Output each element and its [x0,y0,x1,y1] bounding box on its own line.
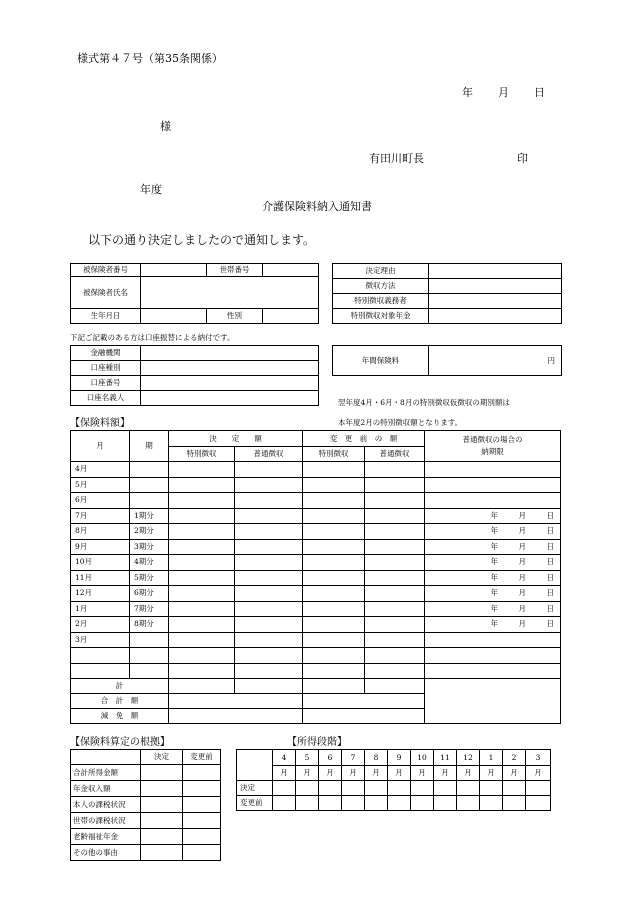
premium-due-date [425,508,561,524]
due-month: 月 [518,557,526,567]
premium-period [130,632,169,648]
premium-amount-cell [169,663,235,679]
tier-month-suffix: 月 [273,766,296,781]
tier-cell [388,796,411,811]
due-day: 日 [546,526,554,536]
premium-period: 1期分 [130,508,169,524]
premium-amount-cell [235,648,303,664]
premium-subtotal-cell [303,679,365,694]
premium-month: 8月 [71,524,130,540]
premium-amount-cell [365,617,425,633]
due-year: 年 [490,572,498,582]
premium-amount-cell [169,493,235,509]
premium-amount-cell [365,493,425,509]
tier-cell [319,781,342,796]
premium-amount-cell [365,508,425,524]
premium-amount-cell [169,539,235,555]
household-number-value [263,264,319,277]
premium-amount-cell [365,632,425,648]
premium-due-date [425,524,561,540]
tier-cell [480,796,503,811]
premium-due-date [425,462,561,478]
date-line [462,84,545,100]
premium-amount-cell [303,508,365,524]
due-day: 日 [546,572,554,582]
tier-month-suffix: 月 [342,766,365,781]
premium-amount-cell [235,462,303,478]
account-holder-value [141,391,319,406]
premium-amount-cell [169,524,235,540]
tier-corner [237,750,273,781]
due-year: 年 [490,588,498,598]
date-day: 日 [534,86,545,99]
premium-subtotal-label: 計 [71,679,169,694]
issuer: 有田川町長 [369,152,424,165]
insured-number-label: 被保険者番号 [71,264,141,277]
premium-period: 2期分 [130,524,169,540]
due-year: 年 [490,526,498,536]
col-period-header: 期 [130,431,169,462]
col-ordinary-header [425,431,561,462]
tier-cell [503,781,526,796]
due-day: 日 [546,588,554,598]
institution-value [141,346,319,361]
tier-month-number: 8 [365,750,388,766]
premium-amount-cell [235,586,303,602]
premium-row [71,586,561,602]
tier-month-suffix: 月 [388,766,411,781]
collection-method-label: 徴収方法 [333,279,429,294]
premium-section-title: 【保険料額】 [70,418,130,429]
due-year: 年 [490,510,498,520]
premium-amount-cell [235,601,303,617]
premium-amount-cell [169,648,235,664]
premium-due-date [425,493,561,509]
basis-before-cell [183,797,221,813]
tier-cell [434,796,457,811]
insured-name-value [141,277,319,309]
premium-month: 6月 [71,493,130,509]
col-changed-header: 変 更 前 の 額 [303,431,425,447]
sub-decided-ordinary: 普通徴収 [235,447,303,462]
date-year: 年 [462,86,473,99]
premium-month: 3月 [71,632,130,648]
tier-month-suffix: 月 [526,766,551,781]
due-day: 日 [546,557,554,567]
premium-due-date [425,601,561,617]
annual-premium-unit: 円 [429,346,562,376]
premium-row [71,601,561,617]
premium-amount-cell [365,524,425,540]
decision-reason-label: 決定理由 [333,264,429,279]
premium-period [130,663,169,679]
insured-name-label: 被保険者氏名 [71,277,141,309]
basis-row-label: 世帯の課税状況 [71,813,141,829]
premium-amount-cell [365,663,425,679]
household-number-label: 世帯番号 [207,264,263,277]
tier-month-number: 6 [319,750,342,766]
premium-subtotal-cell [235,679,303,694]
account-table [70,345,319,406]
premium-amount-cell [365,477,425,493]
sub-changed-special: 特別徴収 [303,447,365,462]
special-note-2: 本年度2月の特別徴収額となります。 [338,418,463,427]
premium-due-date [425,632,561,648]
premium-amount-cell [235,524,303,540]
basis-row-label: 老齢福祉年金 [71,829,141,845]
basis-row-label: その他の事由 [71,845,141,861]
tier-month-suffix: 月 [434,766,457,781]
premium-month: 11月 [71,570,130,586]
gender-label: 性別 [207,309,263,324]
special-note-1: 翌年度4月・6月・8月の特別徴収仮徴収の期別額は [338,398,510,407]
tier-month-number: 3 [526,750,551,766]
premium-amount-cell [303,617,365,633]
premium-row [71,493,561,509]
tier-row-decided: 決定 [237,781,273,796]
tier-cell [434,781,457,796]
due-month: 月 [518,572,526,582]
sub-decided-special: 特別徴収 [169,447,235,462]
premium-row [71,524,561,540]
premium-row [71,663,561,679]
premium-total-changed [303,694,425,709]
annual-premium-table [332,345,562,376]
premium-amount-cell [303,632,365,648]
tier-month-suffix: 月 [296,766,319,781]
tier-cell [388,781,411,796]
tier-month-number: 10 [411,750,434,766]
premium-due-date [425,663,561,679]
premium-reduction-decided [169,709,303,724]
premium-due-date [425,539,561,555]
premium-amount-cell [303,555,365,571]
premium-period [130,493,169,509]
col-ordinary-header-line1: 普通徴収の場合の [462,435,523,445]
due-month: 月 [518,603,526,613]
tier-month-number: 5 [296,750,319,766]
premium-row [71,555,561,571]
col-ordinary-header-line2: 納期限 [481,447,504,456]
basis-decided-cell [141,797,183,813]
premium-amount-cell [169,477,235,493]
account-type-value [141,361,319,376]
intro-text: 以下の通り決定しましたので通知します。 [88,233,316,247]
basis-decided-cell [141,813,183,829]
premium-amount-cell [303,586,365,602]
premium-amount-cell [365,586,425,602]
premium-amount-cell [303,648,365,664]
tier-cell [411,796,434,811]
premium-amount-cell [169,632,235,648]
basis-col-before: 変更前 [183,750,221,765]
premium-amount-cell [303,663,365,679]
premium-amount-cell [303,524,365,540]
due-month: 月 [518,588,526,598]
due-month: 月 [518,619,526,629]
premium-row [71,462,561,478]
tier-month-suffix: 月 [319,766,342,781]
premium-summary-blank [425,679,561,724]
due-year: 年 [490,541,498,551]
premium-period: 6期分 [130,586,169,602]
collection-method-value [429,279,562,294]
premium-row [71,508,561,524]
tier-cell [273,796,296,811]
premium-month: 4月 [71,462,130,478]
basis-decided-cell [141,765,183,781]
premium-period: 7期分 [130,601,169,617]
due-day: 日 [546,510,554,520]
due-day: 日 [546,541,554,551]
basis-decided-cell [141,781,183,797]
decision-reason-value [429,264,562,279]
seal: 印 [517,152,528,165]
premium-amount-cell [235,508,303,524]
tier-month-number: 12 [457,750,480,766]
premium-month: 12月 [71,586,130,602]
document-title: 介護保険料納入通知書 [262,200,372,213]
basis-before-cell [183,765,221,781]
due-year: 年 [490,557,498,567]
tier-cell [526,781,551,796]
tier-month-number: 2 [503,750,526,766]
due-month: 月 [518,510,526,520]
tier-month-suffix: 月 [480,766,503,781]
premium-amount-cell [303,570,365,586]
premium-amount-cell [169,617,235,633]
premium-month: 5月 [71,477,130,493]
special-obligor-value [429,294,562,309]
premium-amount-cell [235,570,303,586]
institution-label: 金融機関 [71,346,141,361]
premium-due-date [425,586,561,602]
tier-cell [319,796,342,811]
special-pension-value [429,309,562,324]
account-holder-label: 口座名義人 [71,391,141,406]
tier-cell [503,796,526,811]
premium-amount-cell [365,648,425,664]
premium-subtotal-cell [365,679,425,694]
sub-changed-ordinary: 普通徴収 [365,447,425,462]
basis-section-title: 【保険料算定の根拠】 [70,737,170,748]
basis-decided-cell [141,829,183,845]
date-month: 月 [498,86,509,99]
premium-row [71,648,561,664]
addressee-suffix: 様 [160,120,171,133]
basis-corner [71,750,141,765]
basis-row-label: 年金収入額 [71,781,141,797]
premium-due-date [425,555,561,571]
basis-before-cell [183,829,221,845]
tier-month-number: 7 [342,750,365,766]
premium-due-date [425,648,561,664]
premium-row [71,477,561,493]
premium-period [130,648,169,664]
premium-period: 5期分 [130,570,169,586]
tier-cell [365,796,388,811]
premium-due-date [425,477,561,493]
tier-cell [296,796,319,811]
basis-before-cell [183,845,221,861]
premium-amount-cell [303,601,365,617]
premium-amount-cell [365,570,425,586]
premium-amount-cell [169,570,235,586]
premium-amount-cell [235,555,303,571]
premium-amount-cell [235,493,303,509]
premium-total-decided [169,694,303,709]
premium-amount-cell [235,617,303,633]
tier-table [236,749,551,811]
premium-row [71,617,561,633]
premium-month [71,663,130,679]
tier-month-number: 11 [434,750,457,766]
premium-row [71,632,561,648]
fiscal-year-label: 年度 [140,183,162,196]
premium-month: 10月 [71,555,130,571]
tier-month-number: 9 [388,750,411,766]
col-month-header: 月 [71,431,130,462]
premium-month [71,648,130,664]
col-decided-header: 決 定 額 [169,431,303,447]
premium-row [71,570,561,586]
premium-due-date [425,617,561,633]
premium-period: 4期分 [130,555,169,571]
premium-amount-cell [365,601,425,617]
insured-table [70,263,319,324]
tier-month-number: 1 [480,750,503,766]
due-month: 月 [518,541,526,551]
tier-row-before: 変更前 [237,796,273,811]
basis-row-label: 本人の課税状況 [71,797,141,813]
premium-period: 8期分 [130,617,169,633]
tier-cell [296,781,319,796]
premium-amount-cell [303,477,365,493]
gender-value [263,309,319,324]
premium-amount-cell [303,493,365,509]
premium-subtotal-cell [169,679,235,694]
premium-amount-cell [169,555,235,571]
premium-amount-cell [235,632,303,648]
birth-date-label: 生年月日 [71,309,141,324]
tier-cell [342,781,365,796]
premium-total-label: 合 計 額 [71,694,169,709]
premium-due-date [425,570,561,586]
basis-row-label: 合計所得金額 [71,765,141,781]
premium-period: 3期分 [130,539,169,555]
premium-amount-cell [365,539,425,555]
premium-month: 9月 [71,539,130,555]
tier-month-suffix: 月 [457,766,480,781]
due-year: 年 [490,619,498,629]
tier-cell [342,796,365,811]
tier-month-suffix: 月 [411,766,434,781]
premium-month: 1月 [71,601,130,617]
birth-date-value [141,309,207,324]
special-obligor-label: 特別徴収義務者 [333,294,429,309]
tier-section-title: 【所得段階】 [287,737,347,748]
tier-month-suffix: 月 [365,766,388,781]
premium-row [71,539,561,555]
tier-cell [457,796,480,811]
premium-reduction-changed [303,709,425,724]
premium-amount-cell [303,539,365,555]
basis-col-decided: 決定 [141,750,183,765]
premium-period [130,477,169,493]
premium-amount-cell [235,663,303,679]
basis-before-cell [183,781,221,797]
premium-amount-cell [303,462,365,478]
premium-amount-cell [169,508,235,524]
premium-amount-cell [169,462,235,478]
premium-period [130,462,169,478]
insured-number-value [141,264,207,277]
premium-table [70,430,561,724]
tier-month-number: 4 [273,750,296,766]
premium-amount-cell [169,601,235,617]
account-note: 下記ご記載のある方は口座振替による納付です。 [70,333,235,342]
premium-amount-cell [365,555,425,571]
basis-table [70,749,221,861]
due-day: 日 [546,603,554,613]
premium-amount-cell [365,462,425,478]
tier-month-suffix: 月 [503,766,526,781]
due-day: 日 [546,619,554,629]
premium-amount-cell [169,586,235,602]
special-pension-label: 特別徴収対象年金 [333,309,429,324]
premium-reduction-label: 減 免 額 [71,709,169,724]
account-type-label: 口座種別 [71,361,141,376]
premium-month: 2月 [71,617,130,633]
due-month: 月 [518,526,526,536]
annual-premium-label: 年間保険料 [333,346,429,376]
tier-cell [273,781,296,796]
tier-cell [526,796,551,811]
tier-cell [411,781,434,796]
tier-cell [480,781,503,796]
decision-table [332,263,562,324]
tier-cell [457,781,480,796]
basis-before-cell [183,813,221,829]
form-number: 様式第４７号（第35条関係） [77,52,223,65]
tier-cell [365,781,388,796]
due-year: 年 [490,603,498,613]
account-number-value [141,376,319,391]
premium-month: 7月 [71,508,130,524]
premium-amount-cell [235,539,303,555]
account-number-label: 口座番号 [71,376,141,391]
premium-amount-cell [235,477,303,493]
basis-decided-cell [141,845,183,861]
